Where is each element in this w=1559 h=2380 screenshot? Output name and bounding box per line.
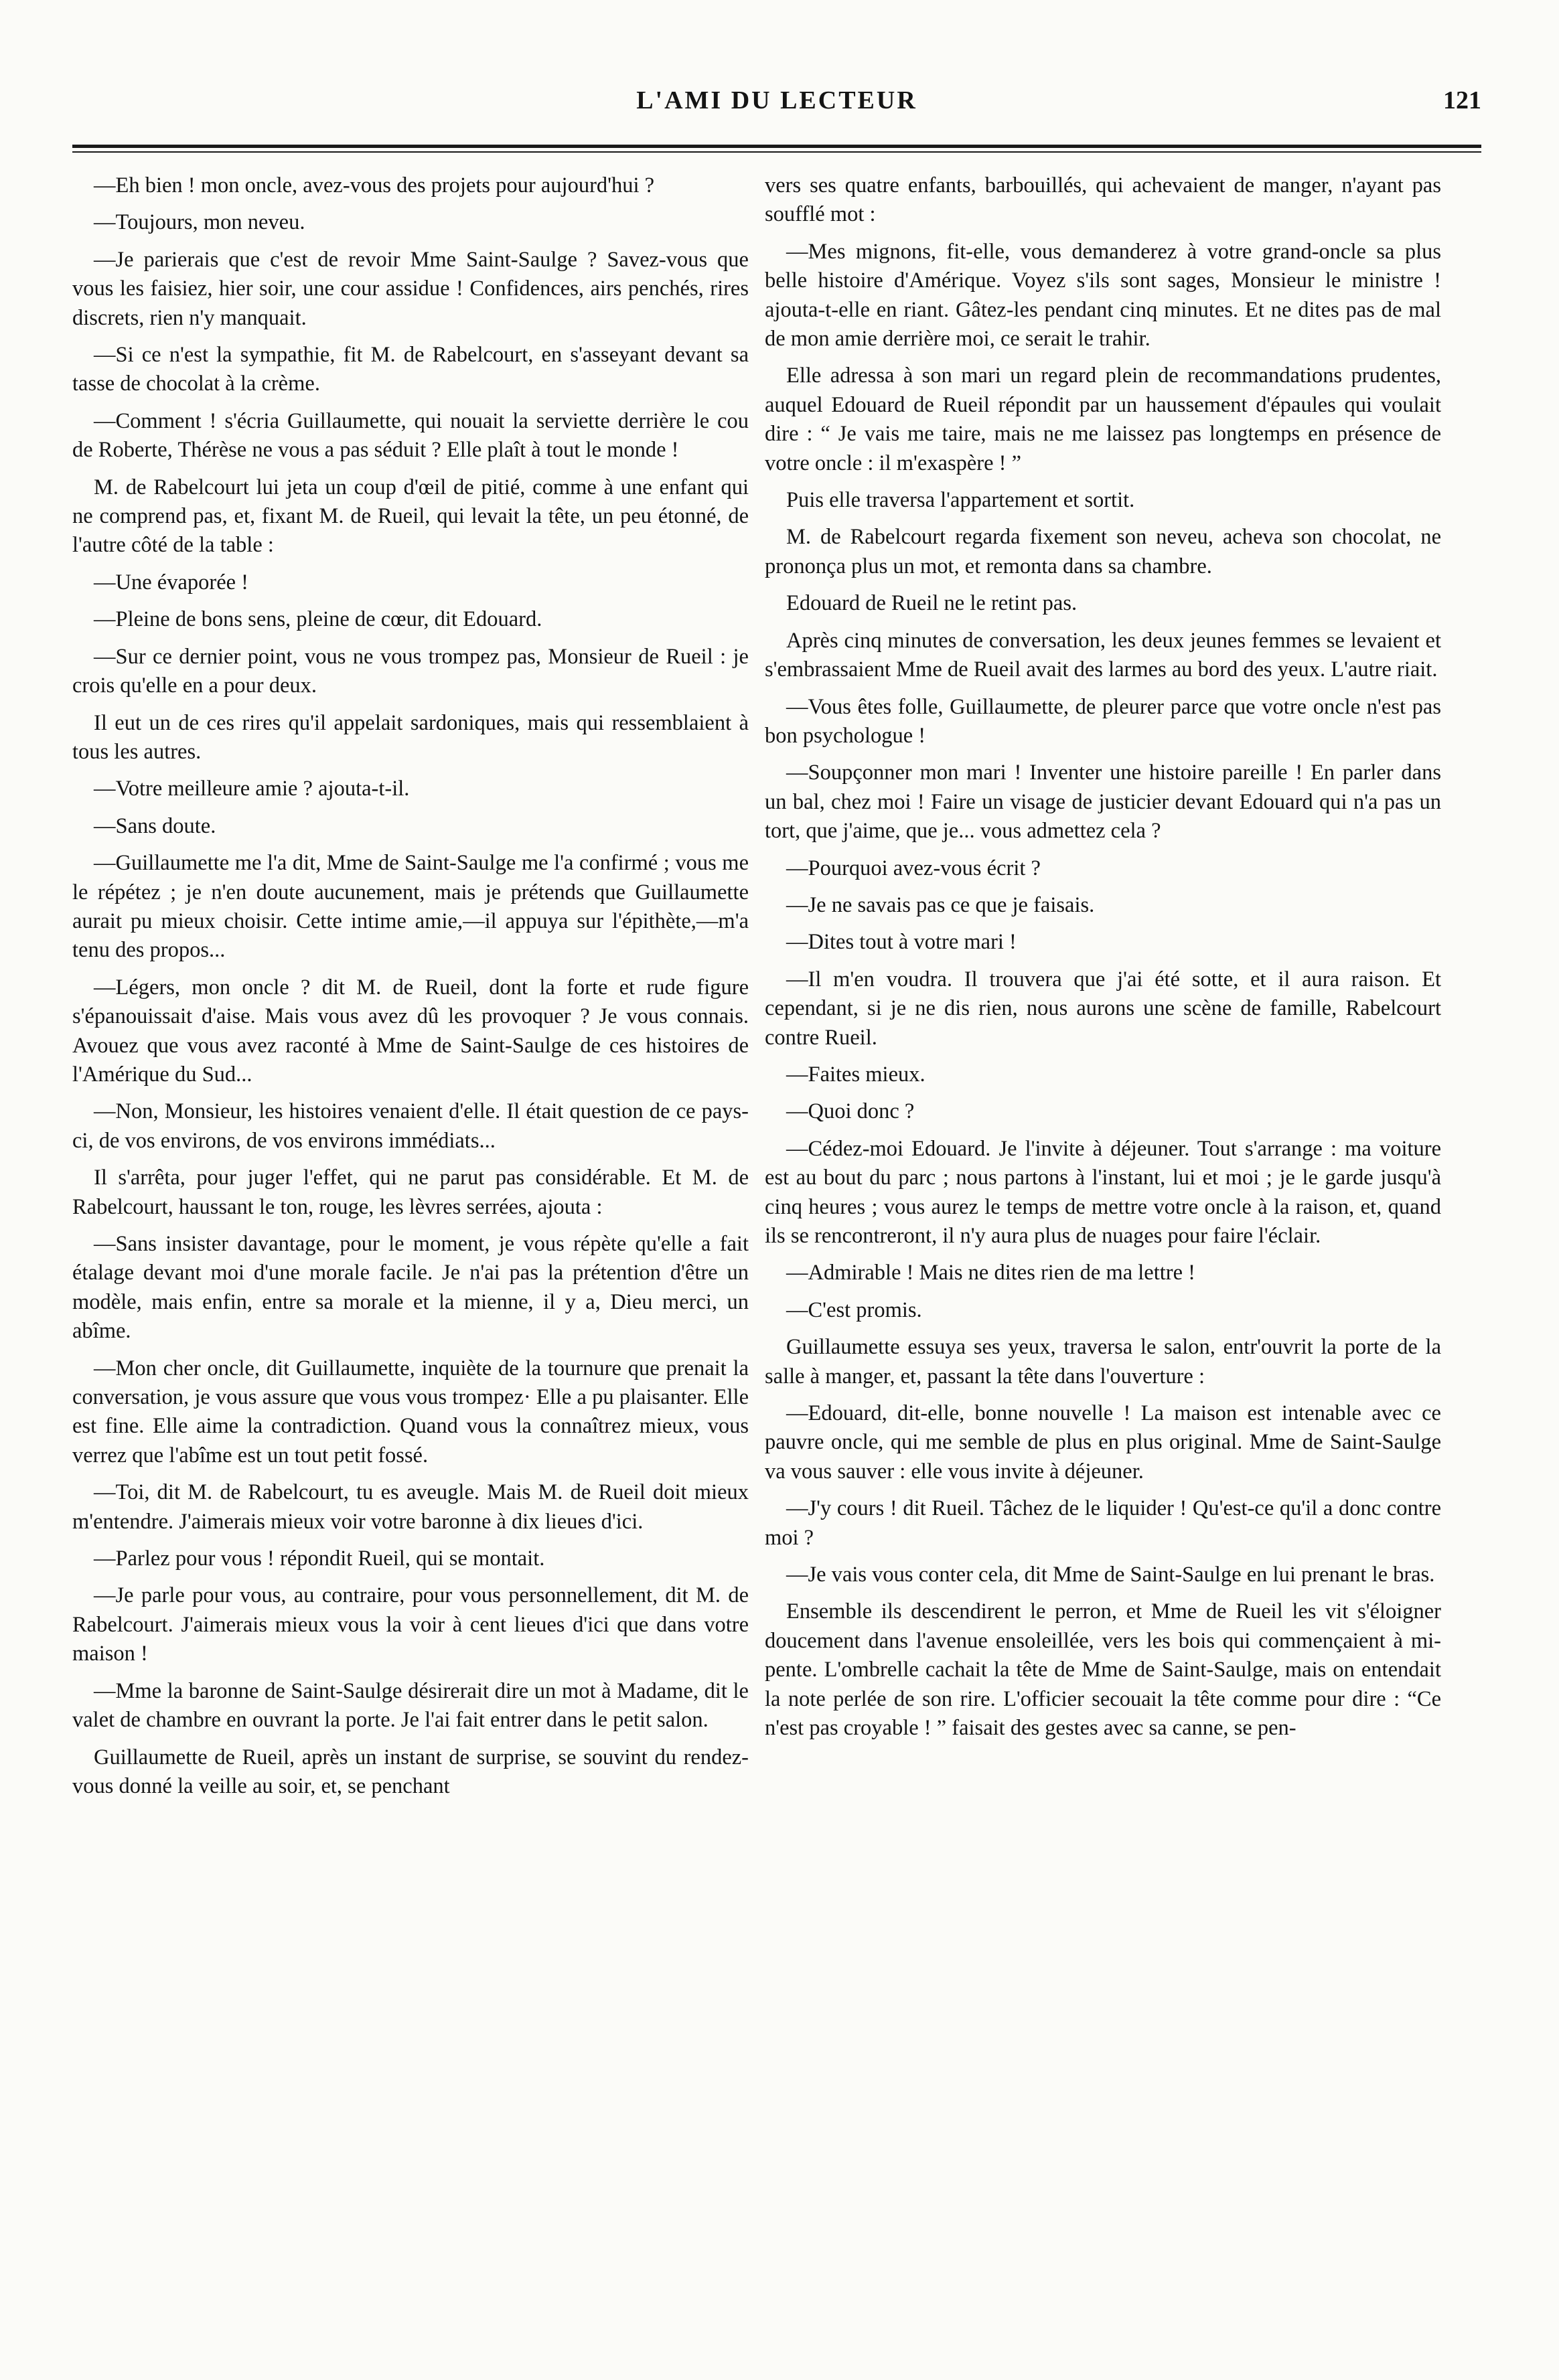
left-column: [72, 171, 749, 1809]
paragraph: —Légers, mon oncle ? dit M. de Rueil, dont la forte et rude figure s'épanouissait d'aise. Mais vous avez dû les provoquer ? Je vous connais. Avouez que vous avez raconté à Mme de Saint-Saulge de ces histoires de l'Amérique du Sud...: [72, 975, 749, 1087]
paragraph: —Je parle pour vous, au contraire, pour vous personnellement, dit M. de Rabelcourt. J'aimerais mieux vous la voir à cent lieues d'ici que dans votre maison !: [72, 1583, 749, 1666]
paragraph: Après cinq minutes de conversation, les deux jeunes femmes se levaient et s'embrassaient Mme de Rueil avait des larmes au bord des yeux. L'autre riait.: [765, 628, 1441, 682]
right-column: [765, 171, 1441, 1751]
paragraph: Guillaumette essuya ses yeux, traversa le salon, entr'ouvrit la porte de la salle à manger, et, passant la tête dans l'ouverture :: [765, 1335, 1441, 1389]
paragraph: —Dites tout à votre mari !: [786, 930, 1017, 955]
paragraph: —Guillaumette me l'a dit, Mme de Saint-Saulge me l'a confirmé ; vous me le répétez ; je n'en doute aucunement, mais je prétends que Guillaumette aurait pu mieux choisir. Cette intime amie,—il appuya sur l'épithète,—m'a tenu des propos...: [72, 851, 749, 963]
paragraph: —Sur ce dernier point, vous ne vous trompez pas, Monsieur de Rueil : je crois qu'elle en a pour deux.: [72, 644, 749, 698]
paragraph: —Faites mieux.: [786, 1062, 925, 1087]
paragraph: —Sans doute.: [94, 813, 216, 838]
paragraph: —Pleine de bons sens, pleine de cœur, dit Edouard.: [94, 607, 542, 632]
paragraph: —Pourquoi avez-vous écrit ?: [786, 856, 1041, 880]
paragraph: —Je parierais que c'est de revoir Mme Saint-Saulge ? Savez-vous que vous les faisiez, hier soir, une cour assidue ! Confidences, airs penchés, rires discrets, rien n'y manquait.: [72, 247, 749, 330]
paragraph: M. de Rabelcourt regarda fixement son neveu, acheva son chocolat, ne prononça plus un mot, et remonta dans sa chambre.: [765, 525, 1441, 578]
paragraph: —Quoi donc ?: [786, 1099, 915, 1124]
header-rule-thick: [72, 145, 1481, 148]
paragraph: Puis elle traversa l'appartement et sortit.: [786, 488, 1135, 513]
paragraph: —Non, Monsieur, les histoires venaient d'elle. Il était question de ce pays-ci, de vos environs, de vos environs immédiats...: [72, 1099, 749, 1153]
paragraph: —Toi, dit M. de Rabelcourt, tu es aveugle. Mais M. de Rueil doit mieux m'entendre. J'aimerais mieux voir votre baronne à dix lieues d'ici.: [72, 1480, 749, 1534]
paragraph: —Il m'en voudra. Il trouvera que j'ai été sotte, et il aura raison. Et cependant, si je ne dis rien, nous aurons une scène de famille, Rabelcourt contre Rueil.: [765, 967, 1441, 1050]
paragraph: —J'y cours ! dit Rueil. Tâchez de le liquider ! Qu'est-ce qu'il a donc contre moi ?: [765, 1496, 1441, 1550]
paragraph: Edouard de Rueil ne le retint pas.: [786, 591, 1078, 616]
paragraph-continued: vers ses quatre enfants, barbouillés, qui achevaient de manger, n'ayant pas soufflé mot :: [765, 173, 1441, 227]
paragraph: —Cédez-moi Edouard. Je l'invite à déjeuner. Tout s'arrange : ma voiture est au bout du parc ; nous partons à l'instant, lui et moi ; je le garde jusqu'à cinq heures ; vous aurez le temps de mettre votre oncle à la raison, et, quand ils se rencontreront, il n'y aura plus de nuages pour faire l'éclair.: [765, 1136, 1441, 1248]
paragraph: Il eut un de ces rires qu'il appelait sardoniques, mais qui ressemblaient à tous les autres.: [72, 710, 749, 764]
paragraph: —Je ne savais pas ce que je faisais.: [786, 892, 1095, 917]
page-number: 121: [1443, 86, 1481, 114]
header-rule-thin: [72, 151, 1481, 153]
paragraph: —Soupçonner mon mari ! Inventer une histoire pareille ! En parler dans un bal, chez moi ! Faire un visage de justicier devant Edouard qui n'a pas un tort, que j'aime, que je... vous admettez cela ?: [765, 761, 1441, 844]
paragraph: —Vous êtes folle, Guillaumette, de pleurer parce que votre oncle n'est pas bon psychologue !: [765, 694, 1441, 748]
paragraph: —Votre meilleure amie ? ajouta-t-il.: [94, 777, 410, 801]
paragraph: —Toujours, mon neveu.: [94, 210, 305, 235]
journal-title: L'AMI DU LECTEUR: [636, 86, 917, 114]
paragraph: M. de Rabelcourt lui jeta un coup d'œil de pitié, comme à une enfant qui ne comprend pas, et, fixant M. de Rueil, qui levait la tête, un peu étonné, de l'autre côté de la table :: [72, 475, 749, 558]
paragraph: —Mme la baronne de Saint-Saulge désirerait dire un mot à Madame, dit le valet de chambre en ouvrant la porte. Je l'ai fait entrer dans le petit salon.: [72, 1678, 749, 1733]
paragraph: —Eh bien ! mon oncle, avez-vous des projets pour aujourd'hui ?: [94, 173, 655, 197]
paragraph: —C'est promis.: [786, 1297, 922, 1322]
paragraph: —Mon cher oncle, dit Guillaumette, inquiète de la tournure que prenait la conversation, je vous assure que vous vous trompez· Elle a pu plaisanter. Elle est fine. Elle aime la contradiction. Quand vous la connaîtrez mieux, vous verrez que l'abîme est un tout petit fossé.: [72, 1356, 749, 1467]
running-header: [72, 86, 1481, 129]
paragraph: —Edouard, dit-elle, bonne nouvelle ! La maison est intenable avec ce pauvre oncle, qui me semble de plus en plus original. Mme de Saint-Saulge va vous sauver : elle vous invite à déjeuner.: [765, 1401, 1441, 1484]
paragraph: Il s'arrêta, pour juger l'effet, qui ne parut pas considérable. Et M. de Rabelcourt, haussant le ton, rouge, les lèvres serrées, ajouta :: [72, 1166, 749, 1219]
paragraph: —Une évaporée !: [94, 570, 248, 594]
paragraph: —Comment ! s'écria Guillaumette, qui nouait la serviette derrière le cou de Roberte, Thérèse ne vous a pas séduit ? Elle plaît à tout le monde !: [72, 408, 749, 463]
paragraph: Elle adressa à son mari un regard plein de recommandations prudentes, auquel Edouard de Rueil répondit par un haussement d'épaules qui voulait dire : “ Je vais me taire, mais ne me laissez pas longtemps en présence de votre oncle : il m'exaspère ! ”: [765, 364, 1441, 475]
paragraph: —Parlez pour vous ! répondit Rueil, qui se montait.: [94, 1546, 545, 1571]
paragraph: Guillaumette de Rueil, après un instant de surprise, se souvint du rendez-vous donné la veille au soir, et, se penchant: [72, 1745, 749, 1798]
paragraph: Ensemble ils descendirent le perron, et Mme de Rueil les vit s'éloigner doucement dans l'avenue ensoleillée, vers les bois qui commençaient à mi-pente. L'ombrelle cachait la tête de Mme de Saint-Saulge, mais on entendait la note perlée de son rire. L'officier secouait la tête comme pour dire : “Ce n'est pas croyable ! ” faisait des gestes avec sa canne, se pen-: [765, 1599, 1441, 1741]
paragraph: —Mes mignons, fit-elle, vous demanderez à votre grand-oncle sa plus belle histoire d'Amérique. Voyez s'ils sont sages, Monsieur le ministre ! ajouta-t-elle en riant. Gâtez-les pendant cinq minutes. Et ne dites pas de mal de mon amie derrière moi, ce serait le trahir.: [765, 239, 1441, 351]
paragraph: —Je vais vous conter cela, dit Mme de Saint-Saulge en lui prenant le bras.: [786, 1563, 1435, 1587]
paragraph: —Si ce n'est la sympathie, fit M. de Rabelcourt, en s'asseyant devant sa tasse de chocolat à la crème.: [72, 343, 749, 396]
paragraph: —Admirable ! Mais ne dites rien de ma lettre !: [786, 1261, 1195, 1285]
paragraph: —Sans insister davantage, pour le moment, je vous répète qu'elle a fait étalage devant moi d'une morale facile. Je n'ai pas la prétention d'être un modèle, mais enfin, entre sa morale et la mienne, il y a, Dieu merci, un abîme.: [72, 1232, 749, 1344]
